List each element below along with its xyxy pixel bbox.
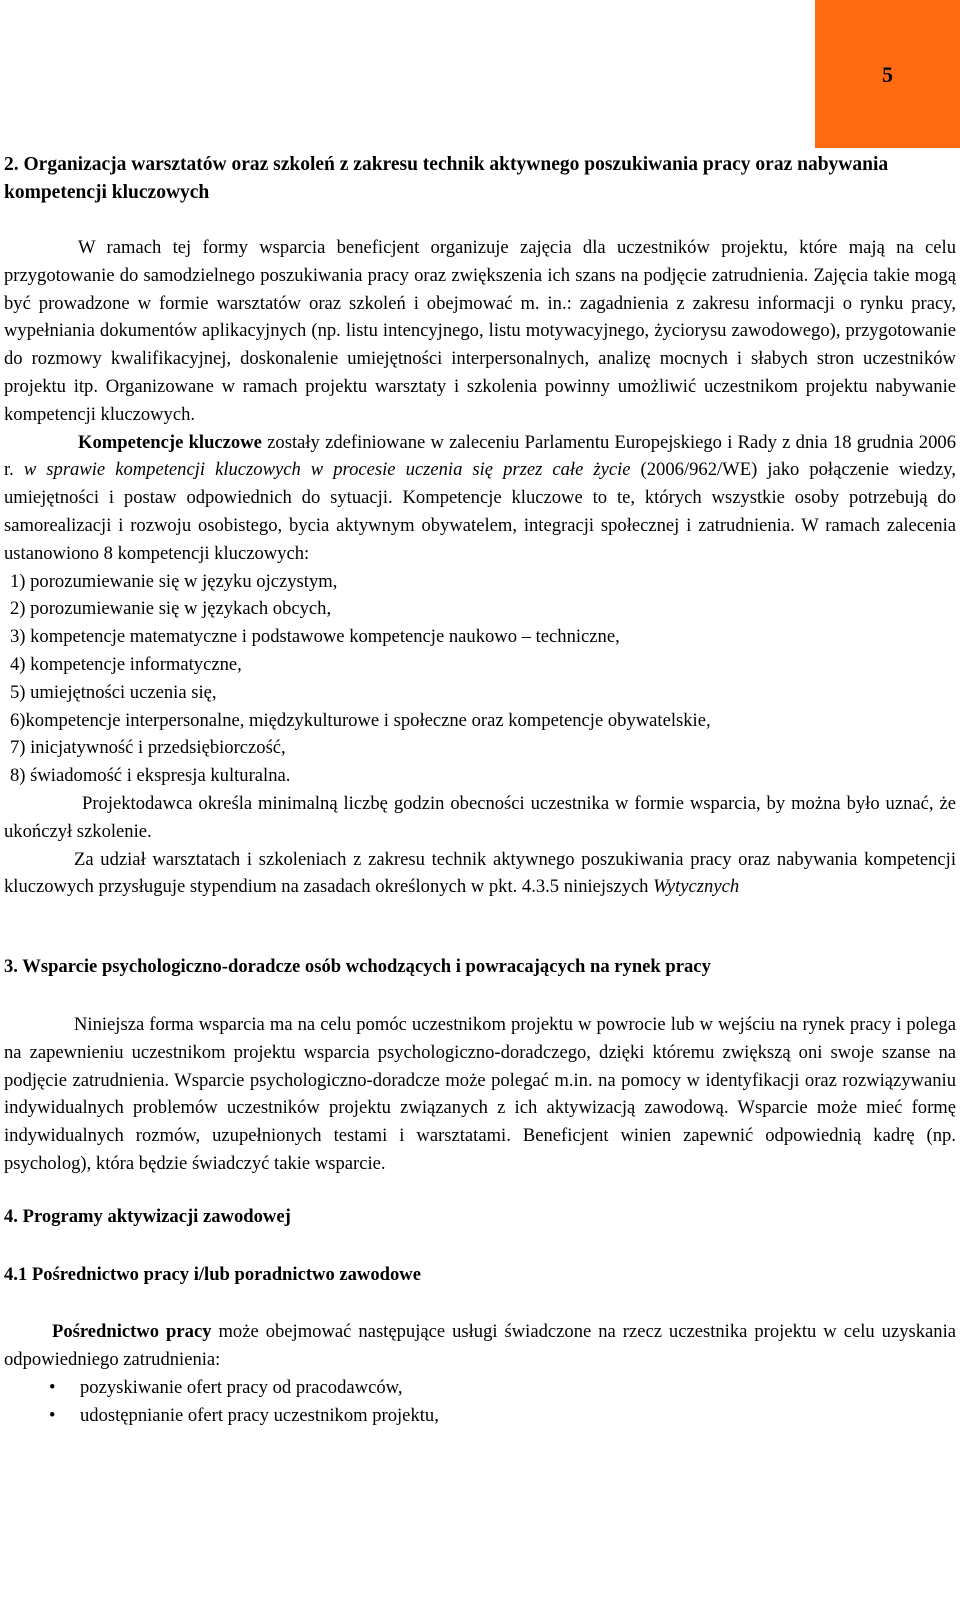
list-item: 8) świadomość i ekspresja kulturalna. — [10, 765, 291, 787]
services-list — [4, 1374, 956, 1430]
list-item-text: udostępnianie ofert pracy uczestnikom projektu, — [80, 1404, 439, 1426]
paragraph-text: zostały zdefiniowane w zaleceniu Parlamentu Europejskiego i Rady z dnia 18 grudnia 2006 r. — [4, 431, 956, 481]
section-3-heading: 3. Wsparcie psychologiczno-doradcze osób wchodzących i powracających na rynek pracy — [4, 956, 711, 978]
job-placement-term: Pośrednictwo pracy — [52, 1321, 212, 1343]
list-item — [4, 1374, 956, 1402]
paragraph-text: (2006/962/WE) jako połączenie wiedzy, umiejętności i postaw odpowiednich do sytuacji. Kompetencje kluczowe to te, których wszystkie osoby potrzebują do samorealizacji i rozwoju osobistego, bycia aktywnym obywatelem, integracji społecznej i zatrudnienia. W ramach zalecenia ustanowiono 8 kompetencji kluczowych: — [4, 459, 956, 564]
list-item: 3) kompetencje matematyczne i podstawowe kompetencje naukowo – techniczne, — [10, 626, 620, 648]
section-2-heading: 2. Organizacja warsztatów oraz szkoleń z zakresu technik aktywnego poszukiwania pracy oraz nabywania kompetencji kluczowych — [4, 154, 889, 203]
list-item: 5) umiejętności uczenia się, — [10, 681, 217, 703]
document-body — [4, 151, 956, 1429]
list-item — [4, 1402, 956, 1430]
guidelines-reference: Wytycznych — [653, 876, 740, 898]
list-item: 7) inicjatywność i przedsiębiorczość, — [10, 737, 286, 759]
bullet-icon: • — [49, 1376, 56, 1398]
page-number-tab — [815, 0, 960, 148]
section-2-paragraph-2 — [4, 429, 956, 568]
list-item: 6)kompetencje interpersonalne, międzykulturowe i społeczne oraz kompetencje obywatelskie, — [10, 709, 711, 731]
page-number: 5 — [882, 62, 893, 87]
paragraph-text: może obejmować następujące usługi świadczone na rzecz uczestnika projektu w celu uzyskania odpowiedniego zatrudnienia: — [4, 1321, 956, 1371]
bullet-icon: • — [49, 1404, 56, 1426]
list-item: 1) porozumiewanie się w języku ojczystym, — [10, 570, 338, 592]
paragraph-text: Za udział warsztatach i szkoleniach z zakresu technik aktywnego poszukiwania pracy oraz nabywania kompetencji kluczowych przysługuje stypendium na zasadach określonych w pkt. 4.3.5 niniejszych — [4, 848, 956, 898]
section-4-1-heading: 4.1 Pośrednictwo pracy i/lub poradnictwo zawodowe — [4, 1263, 421, 1285]
section-2-paragraph-3: Projektodawca określa minimalną liczbę godzin obecności uczestnika w formie wsparcia, by można było uznać, że ukończył szkolenie. — [4, 792, 956, 842]
section-2-paragraph-4 — [4, 846, 956, 902]
list-item: 2) porozumiewanie się w językach obcych, — [10, 598, 332, 620]
competences-list — [4, 568, 956, 790]
list-item: 4) kompetencje informatyczne, — [10, 653, 242, 675]
section-3-paragraph: Niniejsza forma wsparcia ma na celu pomóc uczestnikom projektu w powrocie lub w wejściu na rynek pracy i polega na zapewnieniu uczestnikom projektu wsparcia psychologiczno-doradczego, dzięki któremu zwiększą oni swoje szanse na podjęcie zatrudnienia. Wsparcie psychologiczno-doradcze może polegać m.in. na pomocy w identyfikacji oraz rozwiązywaniu indywidualnych problemów uczestników projektu związanych z ich aktywizacją zawodową. Wsparcie może mieć formę indywidualnych rozmów, uzupełnionych testami i warsztatami. Beneficjent winien zapewnić odpowiednią kadrę (np. psycholog), która będzie świadczyć takie wsparcie. — [4, 1013, 956, 1174]
key-competences-term: Kompetencje kluczowe — [78, 431, 262, 453]
recommendation-title: w sprawie kompetencji kluczowych w procesie uczenia się przez całe życie — [23, 459, 631, 481]
section-4-1-paragraph — [4, 1318, 956, 1374]
section-2-paragraph-1: W ramach tej formy wsparcia beneficjent organizuje zajęcia dla uczestników projektu, które mają na celu przygotowanie do samodzielnego poszukiwania pracy oraz zwiększenia ich szans na podjęcie zatrudnienia. Zajęcia takie mogą być prowadzone w formie warsztatów oraz szkoleń i obejmować m. in.: zagadnienia z zakresu informacji o rynku pracy, wypełniania dokumentów aplikacyjnych (np. listu intencyjnego, listu motywacyjnego, życiorysu zawodowego), przygotowanie do rozmowy kwalifikacyjnej, doskonalenie umiejętności interpersonalnych, analizę mocnych i słabych stron uczestników projektu itp. Organizowane w ramach projektu warsztaty i szkolenia powinny umożliwić uczestnikom projektu nabywanie kompetencji kluczowych. — [4, 237, 956, 425]
list-item-text: pozyskiwanie ofert pracy od pracodawców, — [80, 1376, 403, 1398]
section-4-heading: 4. Programy aktywizacji zawodowej — [4, 1205, 291, 1227]
